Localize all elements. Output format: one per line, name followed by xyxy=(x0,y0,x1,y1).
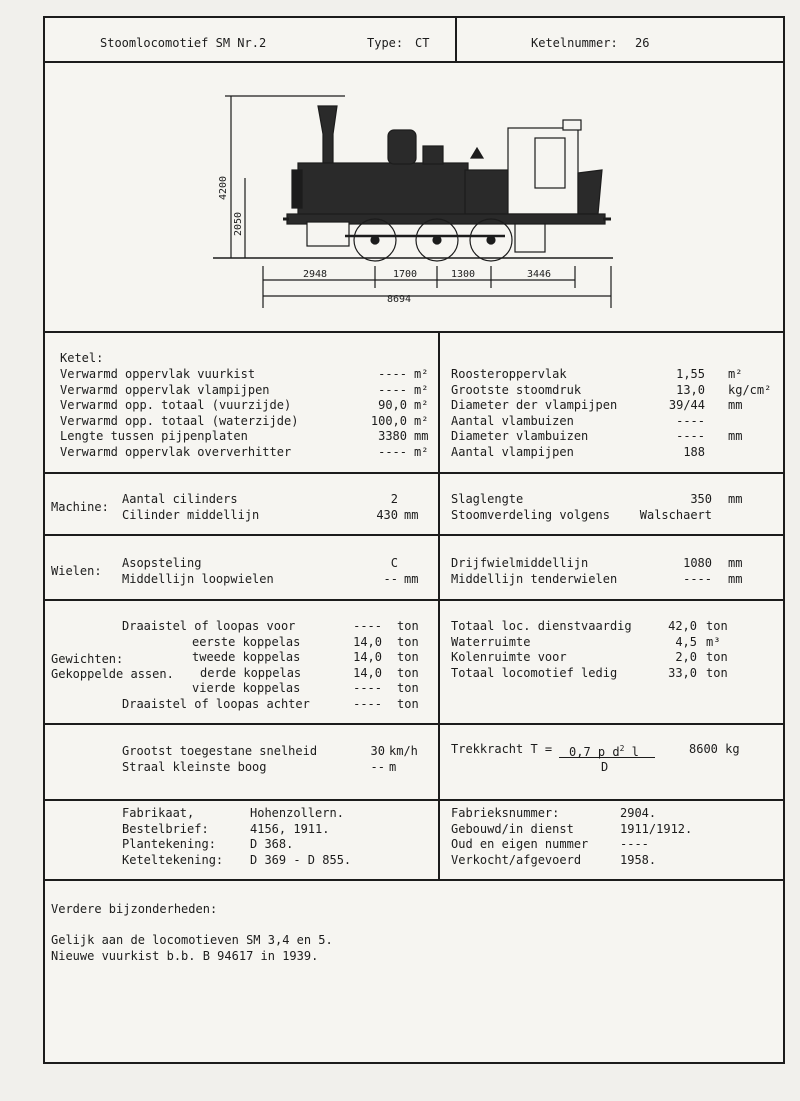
snelheid-left-row-unit: km/h xyxy=(389,744,418,758)
wielen-right-row-label: Drijfwielmiddellijn xyxy=(451,556,589,570)
gewichten-left-row-unit: ton xyxy=(397,619,419,633)
fabriek-left-row-value: 4156, 1911. xyxy=(250,821,330,836)
dim-seg3: 1300 xyxy=(451,269,476,280)
fabriek-left-row-value: D 368. xyxy=(250,837,294,852)
ketel-right-row-label: Diameter vlambuizen xyxy=(451,429,589,444)
machine-heading: Machine: xyxy=(51,500,109,514)
ketel-left-row-value: 3380 xyxy=(378,429,407,444)
verdere-line-2: Nieuwe vuurkist b.b. B 94617 in 1939. xyxy=(51,949,319,963)
ketel-right-row-label: Aantal vlambuizen xyxy=(451,413,574,428)
fabriek-right-row-label: Gebouwd/in dienst xyxy=(451,821,574,836)
ketel-left-row-label: Lengte tussen pijpenplaten xyxy=(60,429,248,444)
wielen-right-row-unit: mm xyxy=(728,556,743,570)
ketel-left-row-value: 90,0 xyxy=(378,398,407,413)
gewichten-left-row-value: 14,0 xyxy=(353,665,382,680)
snelheid-left-row-label: Straal kleinste boog xyxy=(122,760,267,774)
snelheid-divider xyxy=(45,799,783,801)
fabriek-left-row-label: Keteltekening: xyxy=(122,852,224,867)
gewichten-right-row-label: Kolenruimte voor xyxy=(451,650,567,665)
ketel-right-row-unit: m² xyxy=(728,367,743,381)
wielen-left-row-value: C xyxy=(390,556,398,570)
dim-total: 8694 xyxy=(387,294,412,305)
ketel-right-row-unit: kg/cm² xyxy=(728,382,772,397)
trekkracht-l: l xyxy=(631,745,639,759)
gewichten-right-row-unit: ton xyxy=(706,665,728,680)
machine-right-row-value: 350 xyxy=(690,492,712,506)
fabriek-left-row-value: D 369 - D 855. xyxy=(250,852,352,867)
trekkracht-fraction-line xyxy=(559,757,655,758)
gewichten-right-row-value: 4,5 xyxy=(675,634,697,649)
header-type-value: CT xyxy=(415,36,430,50)
ketel-right-row-label: Grootste stoomdruk xyxy=(451,382,582,397)
gewichten-right-row-label: Totaal locomotief ledig xyxy=(451,665,618,680)
gewichten-left-row-value: ---- xyxy=(353,619,382,633)
gewichten-heading: Gewichten: xyxy=(51,652,124,666)
gewichten-right-row-value: 42,0 xyxy=(668,619,697,633)
ketel-left-row-unit: m² xyxy=(414,382,429,397)
gewichten-left-row-label: tweede koppelas xyxy=(192,650,301,665)
trekkracht-exponent: 2 xyxy=(619,744,625,753)
fabriek-left-row-label: Plantekening: xyxy=(122,837,216,852)
ketel-right-row-value: 39/44 xyxy=(668,398,705,413)
ketel-divider xyxy=(45,472,783,474)
machine-right-row-label: Slaglengte xyxy=(451,492,524,506)
gewichten-right-row-label: Waterruimte xyxy=(451,634,531,649)
machine-right-row-value: Walschaert xyxy=(639,508,712,522)
gewichten-right-row-value: 2,0 xyxy=(675,650,697,665)
ketel-right-row-label: Aantal vlampijpen xyxy=(451,445,574,459)
wielen-right-row-value: ---- xyxy=(683,572,712,586)
wielen-right-row-unit: mm xyxy=(728,572,743,586)
machine-left-row-label: Aantal cilinders xyxy=(122,492,238,506)
gewichten-left-row-label: eerste koppelas xyxy=(192,634,301,649)
snelheid-left-row-value: 30 xyxy=(370,744,385,758)
gewichten-right-row-unit: m³ xyxy=(706,634,721,649)
drawing-divider xyxy=(45,331,783,333)
ketel-right-row-unit: mm xyxy=(728,429,743,444)
ketel-right-row-label: Diameter der vlampijpen xyxy=(451,398,618,413)
ketel-left-row-unit: m² xyxy=(414,398,429,413)
gewichten-right-row-label: Totaal loc. dienstvaardig xyxy=(451,619,632,633)
gewichten-left-row-unit: ton xyxy=(397,697,419,711)
gekoppelde-assen-heading: Gekoppelde assen. xyxy=(51,667,174,681)
fabriek-right-row-label: Oud en eigen nummer xyxy=(451,837,589,852)
fabriek-right-row-value: ---- xyxy=(620,837,649,852)
trekkracht-label: Trekkracht T = xyxy=(451,742,553,756)
ketel-left-row-unit: m² xyxy=(414,413,429,428)
locomotive-spec-sheet xyxy=(43,16,785,1064)
machine-left-row-value: 430 xyxy=(376,508,398,522)
ketel-left-row-label: Verwarmd opp. totaal (waterzijde) xyxy=(60,413,299,428)
gewichten-left-row-unit: ton xyxy=(397,665,419,680)
header-type-label: Type: xyxy=(367,36,404,50)
wielen-left-row-value: -- xyxy=(383,572,398,586)
ketel-left-row-unit: mm xyxy=(414,429,429,444)
fabriek-right-row-label: Verkocht/afgevoerd xyxy=(451,852,582,867)
machine-divider xyxy=(45,534,783,536)
gewichten-left-row-label: vierde koppelas xyxy=(192,681,301,696)
ketel-right-row-value: 188 xyxy=(683,445,705,459)
ketel-left-row-label: Verwarmd opp. totaal (vuurzijde) xyxy=(60,398,292,413)
wielen-right-row-label: Middellijn tenderwielen xyxy=(451,572,618,586)
fabriek-right-row-value: 1911/1912. xyxy=(620,821,693,836)
gewichten-left-row-unit: ton xyxy=(397,650,419,665)
fabriek-left-row-label: Bestelbrief: xyxy=(122,821,209,836)
dim-height-total: 4200 xyxy=(218,175,229,200)
gewichten-left-row-value: 14,0 xyxy=(353,634,382,649)
ketel-left-row-value: 100,0 xyxy=(370,413,407,428)
verdere-heading: Verdere bijzonderheden: xyxy=(51,902,218,916)
wielen-left-row-label: Middellijn loopwielen xyxy=(122,572,274,586)
dim-seg1: 2948 xyxy=(303,269,328,280)
gewichten-left-row-value: ---- xyxy=(353,697,382,711)
verdere-line-1: Gelijk aan de locomotieven SM 3,4 en 5. xyxy=(51,933,333,947)
trekkracht-denominator: D xyxy=(601,760,609,774)
trekkracht-value: 8600 kg xyxy=(689,742,740,756)
header-title: Stoomlocomotief SM Nr.2 xyxy=(100,36,267,50)
ketel-right-row-unit: mm xyxy=(728,398,743,413)
dim-height-axis: 2050 xyxy=(233,211,244,236)
header-ketel-label: Ketelnummer: xyxy=(531,36,618,50)
dim-seg4: 3446 xyxy=(527,269,552,280)
gewichten-left-row-unit: ton xyxy=(397,634,419,649)
gewichten-left-row-label: Draaistel of loopas voor xyxy=(122,619,296,633)
gewichten-left-row-unit: ton xyxy=(397,681,419,696)
wielen-heading: Wielen: xyxy=(51,564,102,578)
ketel-right-row-value: 13,0 xyxy=(676,382,705,397)
machine-left-row-label: Cilinder middellijn xyxy=(122,508,260,522)
gewichten-right-row-unit: ton xyxy=(706,650,728,665)
gewichten-divider xyxy=(45,723,783,725)
table-vertical-divider xyxy=(438,331,440,879)
gewichten-left-row-label: derde koppelas xyxy=(200,665,302,680)
ketel-heading: Ketel: xyxy=(60,351,104,365)
ketel-left-row-unit: m² xyxy=(414,367,429,381)
machine-left-row-unit: mm xyxy=(404,508,419,522)
ketel-right-row-label: Roosteroppervlak xyxy=(451,367,567,381)
snelheid-left-row-unit: m xyxy=(389,760,397,774)
ketel-right-row-value: ---- xyxy=(676,413,705,428)
ketel-left-row-label: Verwarmd oppervlak vuurkist xyxy=(60,367,256,381)
wielen-right-row-value: 1080 xyxy=(683,556,712,570)
gewichten-right-row-value: 33,0 xyxy=(668,665,697,680)
locomotive-drawing xyxy=(45,18,783,328)
ketel-left-row-value: ---- xyxy=(378,367,407,381)
wielen-left-row-label: Asopsteling xyxy=(122,556,202,570)
ketel-left-row-value: ---- xyxy=(378,445,407,459)
gewichten-left-row-value: 14,0 xyxy=(353,650,382,665)
gewichten-right-row-unit: ton xyxy=(706,619,728,633)
machine-right-row-unit: mm xyxy=(728,492,743,506)
fabriek-left-row-label: Fabrikaat, xyxy=(122,806,195,820)
fabriek-right-row-label: Fabrieksnummer: xyxy=(451,806,560,820)
wielen-left-row-unit: mm xyxy=(404,572,419,586)
ketel-right-row-value: ---- xyxy=(676,429,705,444)
machine-right-row-label: Stoomverdeling volgens xyxy=(451,508,610,522)
ketel-right-row-value: 1,55 xyxy=(676,367,705,381)
fabriek-right-row-value: 2904. xyxy=(620,806,657,820)
fabriek-divider xyxy=(45,879,783,881)
gewichten-left-row-value: ---- xyxy=(353,681,382,696)
ketel-left-row-unit: m² xyxy=(414,445,429,459)
ketel-left-row-label: Verwarmd oppervlak oververhitter xyxy=(60,445,292,459)
gewichten-left-row-label: Draaistel of loopas achter xyxy=(122,697,310,711)
fabriek-right-row-value: 1958. xyxy=(620,852,657,867)
wielen-divider xyxy=(45,599,783,601)
trekkracht-numerator-text: 0,7 p d xyxy=(569,745,620,759)
header-ketel-value: 26 xyxy=(635,36,650,50)
fabriek-left-row-value: Hohenzollern. xyxy=(250,806,344,820)
ketel-left-row-label: Verwarmd oppervlak vlampijpen xyxy=(60,382,270,397)
snelheid-left-row-value: -- xyxy=(370,760,385,774)
ketel-left-row-value: ---- xyxy=(378,382,407,397)
machine-left-row-value: 2 xyxy=(390,492,398,506)
dim-seg2: 1700 xyxy=(393,269,418,280)
snelheid-left-row-label: Grootst toegestane snelheid xyxy=(122,744,318,758)
